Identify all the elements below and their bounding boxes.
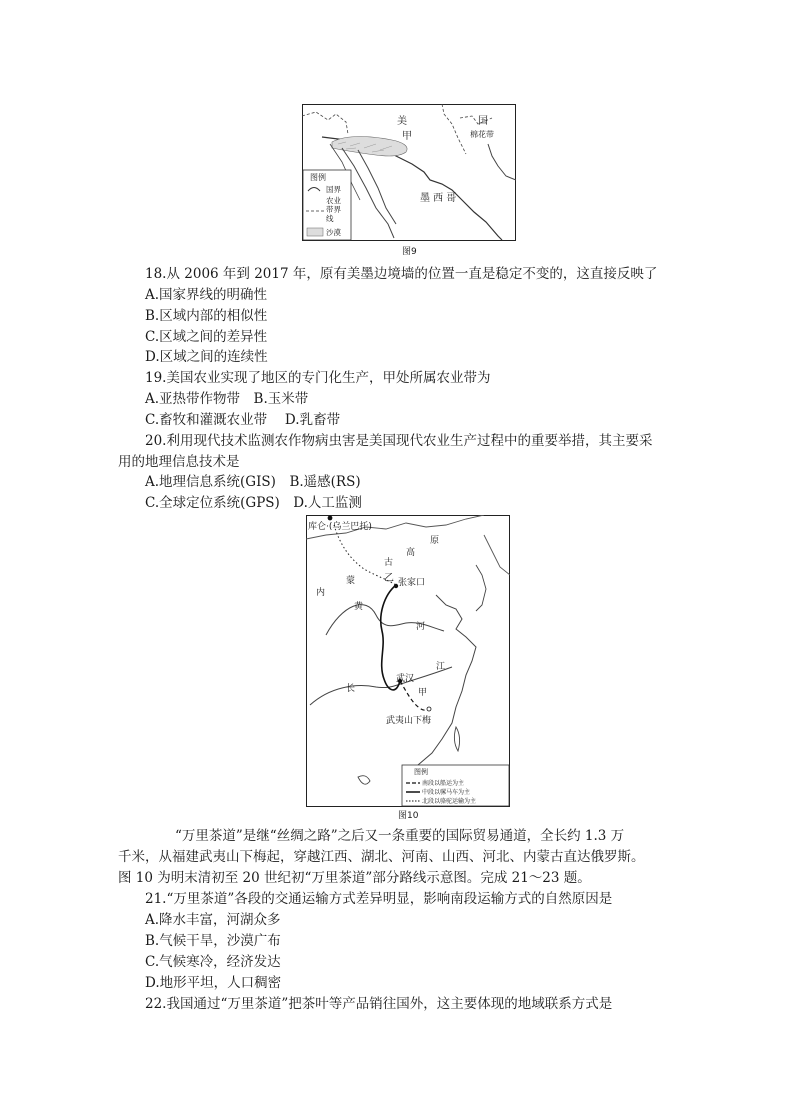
label-gu: 古	[384, 558, 394, 568]
label-nei: 内	[316, 588, 326, 598]
figure-10-map	[306, 515, 510, 807]
legend10-north: 北段以骆驼运输为主	[422, 798, 477, 805]
label-gao: 高	[406, 548, 416, 558]
passage-line-2: 千米，从福建武夷山下梅起，穿越江西、湖北、河南、山西、河北、内蒙古直达俄罗斯。	[118, 849, 645, 865]
legend10-south: 南段以船运为主	[422, 780, 465, 787]
q20-stem-2: 用的地理信息技术是	[118, 454, 240, 470]
q21-option-d: D.地形平坦，人口稠密	[145, 975, 282, 991]
q18-option-b: B.区域内部的相似性	[145, 308, 268, 324]
q19-options-cd: C.畜牧和灌溉农业带 D.乳畜带	[145, 412, 341, 428]
label-zhangjiakou: 张家口	[398, 578, 426, 588]
q20-stem-1: 20.利用现代技术监测农作物病虫害是美国现代农业生产过程中的重要举措，其主要采	[145, 433, 653, 449]
label-jia-fig10: 甲	[418, 688, 428, 698]
label-yuan: 原	[430, 536, 440, 546]
label-huang: 黄	[354, 602, 364, 612]
legend-border: 国界	[326, 185, 341, 194]
figure-9-caption: 图9	[402, 247, 417, 257]
q19-stem: 19.美国农业实现了地区的专门化生产，甲处所属农业带为	[145, 370, 491, 386]
legend10-title: 图例	[414, 768, 428, 776]
q22-stem: 22.我国通过“万里茶道”把茶叶等产品销往国外，这主要体现的地域联系方式是	[145, 996, 613, 1012]
q18-option-d: D.区域之间的连续性	[145, 349, 268, 365]
q21-option-c: C.气候寒冷，经济发达	[145, 954, 281, 970]
legend-agri-2: 带界	[326, 205, 341, 214]
label-wuyi: 武夷山下梅	[386, 716, 432, 726]
label-meng: 蒙	[346, 576, 356, 586]
label-jiang: 江	[436, 662, 446, 672]
legend10-middle: 中段以骡马车为主	[422, 789, 471, 796]
figure-9	[302, 104, 516, 241]
label-chang: 长	[346, 684, 356, 694]
q20-options-cd: C.全球定位系统(GPS) D.人工监测	[145, 495, 362, 511]
q20-options-ab: A.地理信息系统(GIS) B.遥感(RS)	[145, 474, 361, 490]
q18-option-a: A.国家界线的明确性	[145, 287, 268, 303]
q19-options-ab: A.亚热带作物带 B.玉米带	[145, 391, 309, 407]
label-cotton-belt: 棉花带	[470, 130, 494, 139]
q18-option-c: C.区域之间的差异性	[145, 329, 268, 345]
label-kulun: 库仑·(乌兰巴托)	[308, 522, 372, 532]
label-he: 河	[416, 622, 426, 632]
label-jia: 甲	[402, 131, 412, 142]
legend-title: 图例	[310, 173, 326, 182]
label-us-2: 国	[478, 116, 488, 127]
legend-agri-3: 线	[326, 214, 334, 223]
label-yi: 乙	[384, 573, 394, 584]
q21-stem: 21.“万里茶道”各段的交通运输方式差异明显，影响南段运输方式的自然原因是	[145, 891, 613, 907]
legend-agri-1: 农业	[326, 196, 341, 205]
q18-stem: 18.从 2006 年到 2017 年，原有美墨边境墙的位置一直是稳定不变的，这直接反映了	[145, 266, 658, 282]
legend-desert: 沙漠	[326, 228, 341, 237]
passage-line-3: 图 10 为明末清初至 20 世纪初“万里茶道”部分路线示意图。完成 21～23 题。	[118, 870, 591, 886]
q21-option-b: B.气候干旱，沙漠广布	[145, 933, 281, 949]
label-wuhan: 武汉	[396, 674, 415, 684]
q21-option-a: A.降水丰富，河湖众多	[145, 912, 281, 928]
figure-10	[306, 515, 510, 807]
label-mexico: 墨 西 哥	[420, 193, 457, 204]
label-us-1: 美	[397, 116, 407, 127]
passage-line-1: “万里茶道”是继“丝绸之路”之后又一条重要的国际贸易通道，全长约 1.3 万	[175, 828, 625, 844]
figure-10-caption: 图10	[398, 811, 419, 821]
